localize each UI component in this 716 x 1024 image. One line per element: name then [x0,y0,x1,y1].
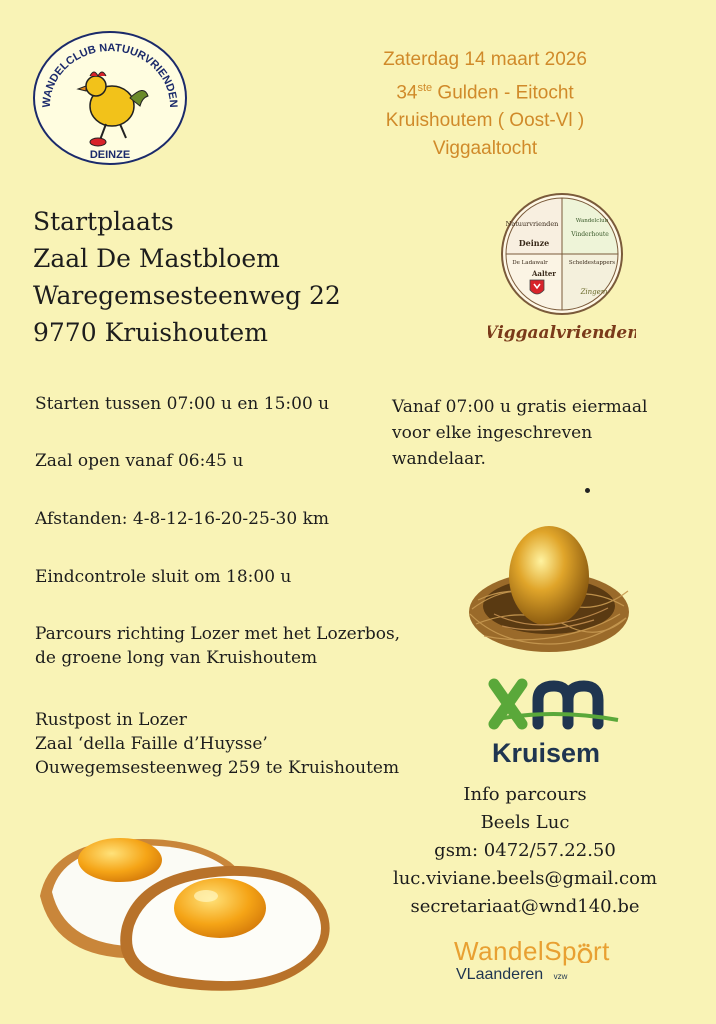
footprint-icon [577,939,593,959]
contact-phone: gsm: 0472/57.22.50 [434,840,616,861]
event-title-block [330,46,640,163]
viggaal-q1: Natuurvrienden [505,220,559,228]
start-hall: Zaal De Mastbloem [33,244,280,273]
viggaal-q2: Vinderhoute [571,231,609,238]
contact-block [380,781,670,921]
event-type: Viggaaltocht [432,138,538,160]
event-location: Kruishoutem ( Oost-Vl ) [385,110,585,132]
viggaal-logo [488,188,636,350]
event-date: Zaterdag 14 maart 2026 [383,49,587,70]
detail-start-times: Starten tussen 07:00 u en 15:00 u [35,394,330,414]
detail-end-control: Eindcontrole sluit om 18:00 u [35,567,292,587]
wandelsport-line1: WandelSp [454,936,577,966]
contact-secretariat-email: secretariaat@wnd140.be [410,896,640,917]
club-logo [30,28,190,168]
viggaal-caption: Viggaalvrienden [488,323,636,343]
contact-name: Beels Luc [480,812,570,833]
contact-heading: Info parcours [463,784,587,805]
decorative-dot [585,488,590,493]
wandelsport-line1b: rt [593,936,610,966]
viggaal-q2b: Wandelclub [575,218,609,224]
viggaal-q4b: Zingem [580,288,608,296]
club-logo-bottom-text: DEINZE [89,149,131,161]
start-city: 9770 Kruishoutem [33,318,268,347]
start-heading: Startplaats [33,207,174,236]
shield-icon [530,280,544,294]
route-description: Parcours richting Lozer met het Lozerbos, de groene long van Kruishoutem [35,624,401,668]
viggaal-q4: Scheldestappers [568,260,616,266]
kruisem-logo [488,678,628,766]
detail-hall-open: Zaal open vanaf 06:45 u [35,451,244,471]
fried-eggs-image [30,826,330,1004]
event-edition: 34ste Gulden - Eitocht [396,82,574,104]
start-location-block [33,203,341,351]
start-street: Waregemsesteenweg 22 [33,281,341,310]
contact-email: luc.viviane.beels@gmail.com [392,868,658,889]
viggaal-q3: De Ladawalr [512,260,548,266]
egg-meal-info: Vanaf 07:00 u gratis eiermaal voor elke ingeschreven wandelaar. [392,397,648,469]
wandelsport-logo [454,936,674,996]
viggaal-q1b: Deinze [518,238,550,248]
kruisem-text: Kruisem [492,738,601,768]
wandelsport-line2: VLaanderen [456,966,544,983]
viggaal-q3b: Aalter [531,269,557,278]
rest-stop: Rustpost in Lozer Zaal ‘della Faille d’Huysse’ Ouwegemsesteenweg 259 te Kruishoutem [35,710,400,778]
wandelsport-suffix: vzw [553,972,568,981]
club-logo-top-text: WANDELCLUB NATUURVRIENDEN [40,41,180,108]
golden-egg-nest-image [464,514,634,664]
detail-distances: Afstanden: 4-8-12-16-20-25-30 km [35,509,330,529]
